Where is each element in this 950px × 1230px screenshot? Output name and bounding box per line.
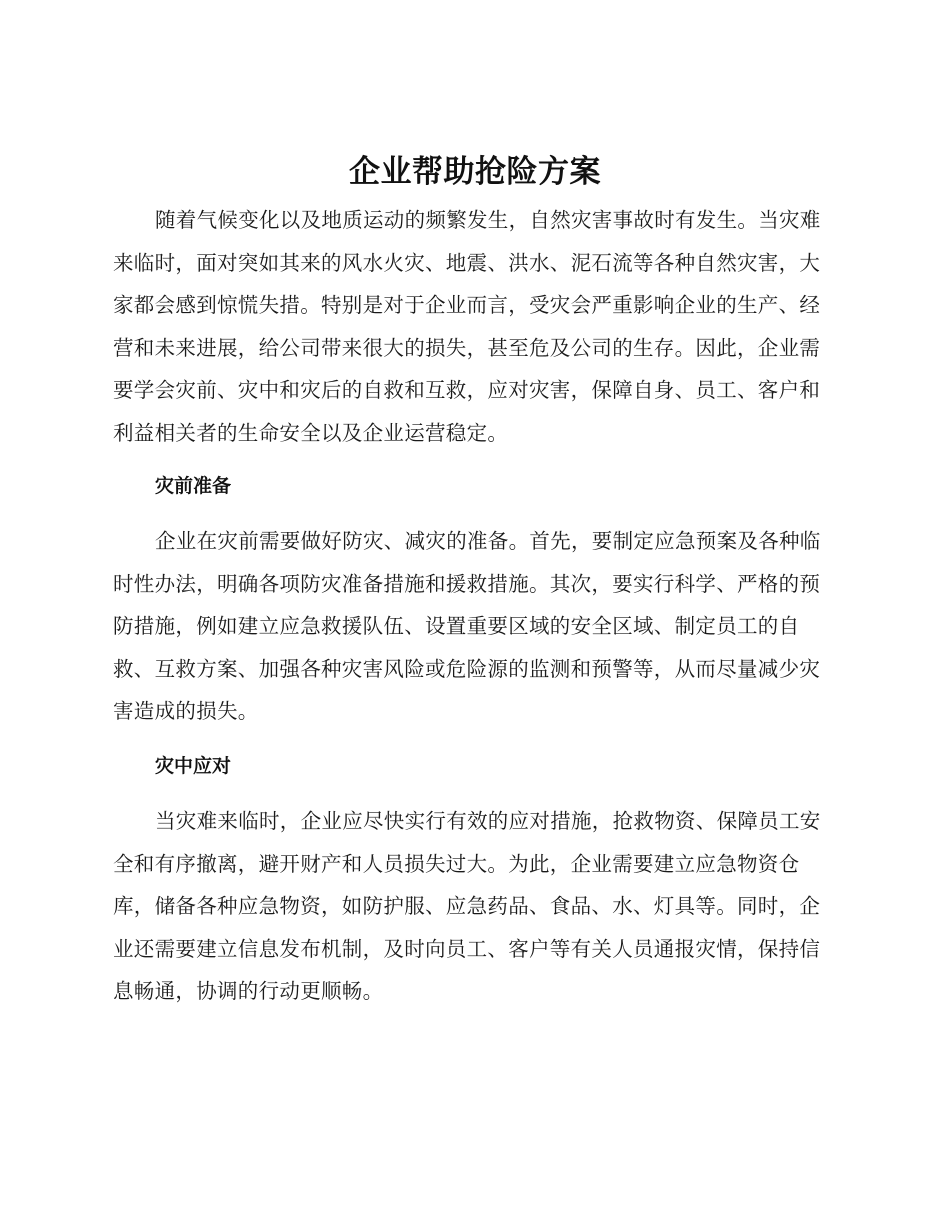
section-body-before-disaster: 企业在灾前需要做好防灾、减灾的准备。首先，要制定应急预案及各种临时性办法，明确各项防灾准备措施和援救措施。其次，要实行科学、严格的预防措施，例如建立应急救援队伍、设置重要区域的安全区域、制定员工的自救、互救方案、加强各种灾害风险或危险源的监测和预警等，从而尽量减少灾害造成的损失。 (113, 529, 821, 723)
document-title: 企业帮助抢险方案 (349, 154, 601, 190)
section-heading-before-disaster: 灾前准备 (155, 475, 232, 497)
section-body-during-disaster: 当灾难来临时，企业应尽快实行有效的应对措施，抢救物资、保障员工安全和有序撤离，避开财产和人员损失过大。为此，企业需要建立应急物资仓库，储备各种应急物资，如防护服、应急药品、食品、水、灯具等。同时，企业还需要建立信息发布机制，及时向员工、客户等有关人员通报灾情，保持信息畅通，协调的行动更顺畅。 (113, 809, 821, 1003)
intro-paragraph: 随着气候变化以及地质运动的频繁发生，自然灾害事故时有发生。当灾难来临时，面对突如其来的风水火灾、地震、洪水、泥石流等各种自然灾害，大家都会感到惊慌失措。特别是对于企业而言，受灾会严重影响企业的生产、经营和未来进展，给公司带来很大的损失，甚至危及公司的生存。因此，企业需要学会灾前、灾中和灾后的自救和互救，应对灾害，保障自身、员工、客户和利益相关者的生命安全以及企业运营稳定。 (113, 208, 821, 445)
section-heading-during-disaster: 灾中应对 (155, 755, 232, 777)
